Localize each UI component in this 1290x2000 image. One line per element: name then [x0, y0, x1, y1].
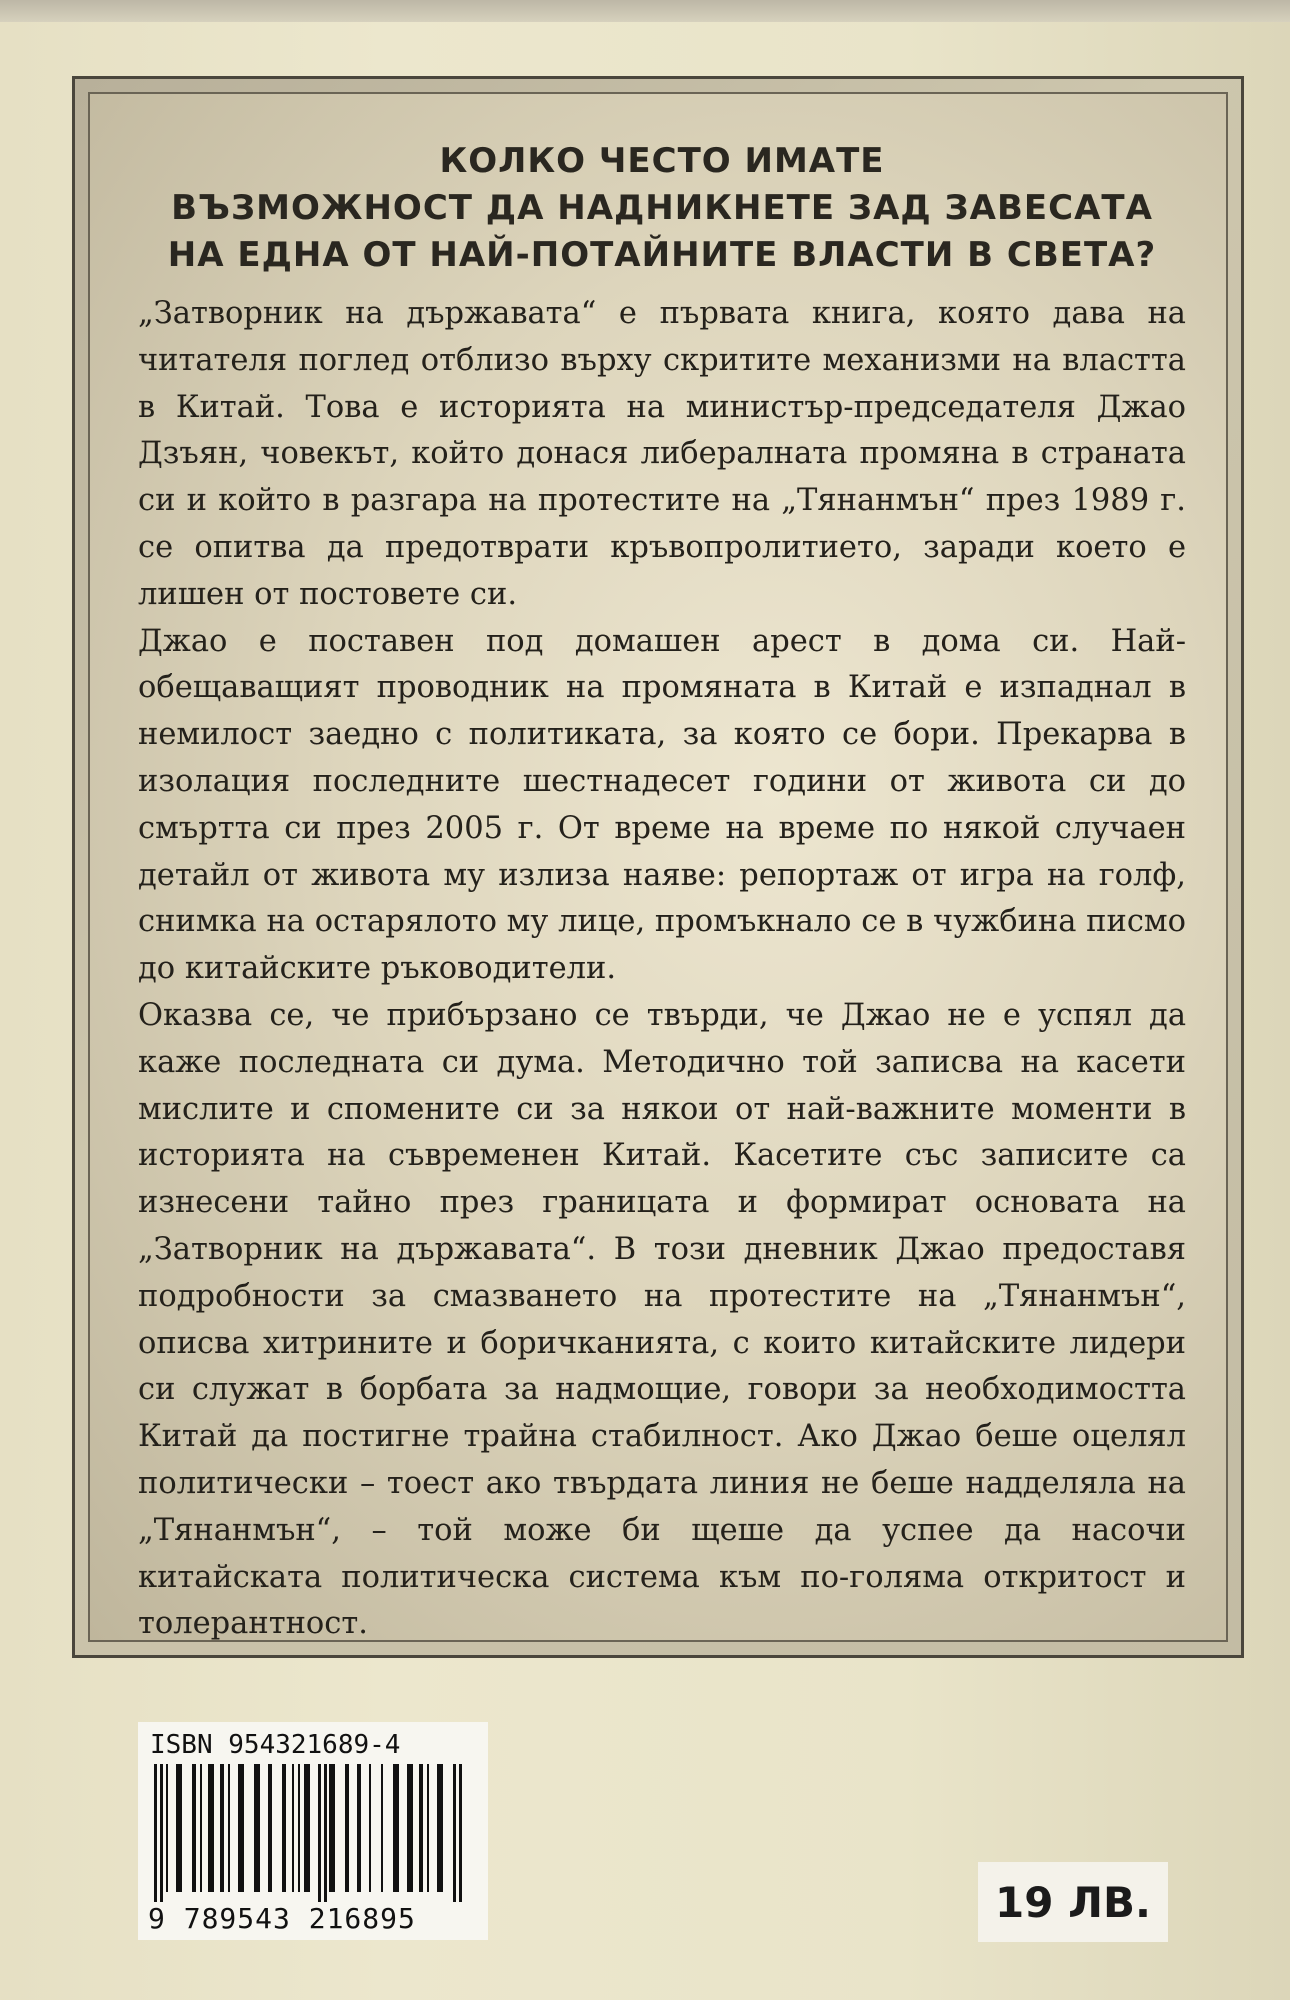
barcode-bar — [160, 1764, 163, 1902]
blurb-paragraph-2: Джао е поставен под домашен арест в дома си. Най-обещаващият проводник на промяната в Китай е изпаднал в немилост заедно с политиката, за която се бори. Прекарва в изолация последните шестнадесет години от живота си до смъртта си през 2005 г. От време на време по някой случаен детайл от живота му излиза наяве: репортаж от игра на голф, снимка на остарялото му лице, промъкнало се в чужбина писмо до китайските ръководители. — [138, 623, 1186, 987]
blurb-paragraph-3: Оказва се, че прибързано се твърди, че Джао не е успял да каже последната си дума. Методично той записва на касети мислите и спомените си за някои от най-важните моменти в историята на съвременен Китай. Касетите със записите са изнесени тайно през границата и формират основата на „Затворник на държавата“. В този дневник Джао предоставя подробности за смазването на протестите на „Тянанмън“, описва хитрините и боричканията, с които китайските лидери си служат в борбата за надмощие, говори за необходимостта Китай да постигне трайна стабилност. Ако Джао беше оцелял политически – тоест ако твърдата линия не беше надделяла на „Тянанмън“, – той може би щеше да успее да насочи китайската политическа система към по-голяма откритост и толерантност. — [138, 997, 1186, 1642]
barcode-bar — [318, 1764, 321, 1902]
barcode-bar — [304, 1764, 310, 1892]
barcode-bar — [437, 1764, 443, 1892]
barcode-bar — [329, 1764, 335, 1892]
text-panel — [138, 130, 1186, 1642]
barcode-digits: 9 789543 216895 — [148, 1902, 416, 1935]
barcode-bar — [324, 1764, 327, 1902]
headline-line-3: НА ЕДНА ОТ НАЙ-ПОТАЙНИТЕ ВЛАСТИ В СВЕТА? — [167, 235, 1157, 275]
barcode-bar — [154, 1764, 157, 1902]
headline-line-2: ВЪЗМОЖНОСТ ДА НАДНИКНЕТЕ ЗАД ЗАВЕСАТА — [171, 188, 1153, 228]
barcode-bar — [369, 1764, 371, 1892]
barcode-sticker — [138, 1722, 488, 1940]
barcode-bar — [176, 1764, 182, 1892]
barcode-bar — [292, 1764, 294, 1892]
barcode-bar — [208, 1764, 214, 1892]
barcode-bar — [254, 1764, 260, 1892]
barcode-bar — [381, 1764, 383, 1892]
barcode-bar — [228, 1764, 230, 1892]
cover-top-edge — [0, 0, 1290, 22]
barcode-bar — [459, 1764, 462, 1902]
barcode-bar — [166, 1764, 168, 1892]
blurb-paragraph-1: „Затворник на държавата“ е първата книга, която дава на читателя поглед отблизо върху скритите механизми на властта в Китай. Това е историята на министър-председателя Джао Дзъян, човекът, който донася либералната промяна в страната си и който в разгара на протестите на „Тянанмън“ през 1989 г. се опитва да предотврати кръвопролитието, заради което е лишен от постовете си. — [138, 296, 1186, 612]
barcode-bar — [345, 1764, 349, 1892]
barcode-bar — [407, 1764, 413, 1892]
headline-line-1: КОЛКО ЧЕСТО ИМАТЕ — [439, 141, 885, 181]
barcode-bar — [200, 1764, 202, 1892]
barcode-bar — [282, 1764, 286, 1892]
barcode-bar — [220, 1764, 224, 1892]
barcode-bar — [238, 1764, 244, 1892]
barcode-bars — [152, 1764, 474, 1902]
barcode-bar — [419, 1764, 423, 1892]
barcode-bar — [453, 1764, 456, 1902]
price-tag: 19 ЛВ. — [978, 1862, 1168, 1942]
barcode-bar — [357, 1764, 361, 1892]
blurb — [138, 291, 1186, 1648]
barcode-bar — [192, 1764, 196, 1892]
barcode-bar — [298, 1764, 300, 1892]
barcode-bar — [393, 1764, 399, 1892]
barcode-bar — [427, 1764, 429, 1892]
barcode-bar — [268, 1764, 272, 1892]
isbn-label: ISBN 954321689-4 — [150, 1730, 401, 1760]
headline — [138, 138, 1186, 279]
